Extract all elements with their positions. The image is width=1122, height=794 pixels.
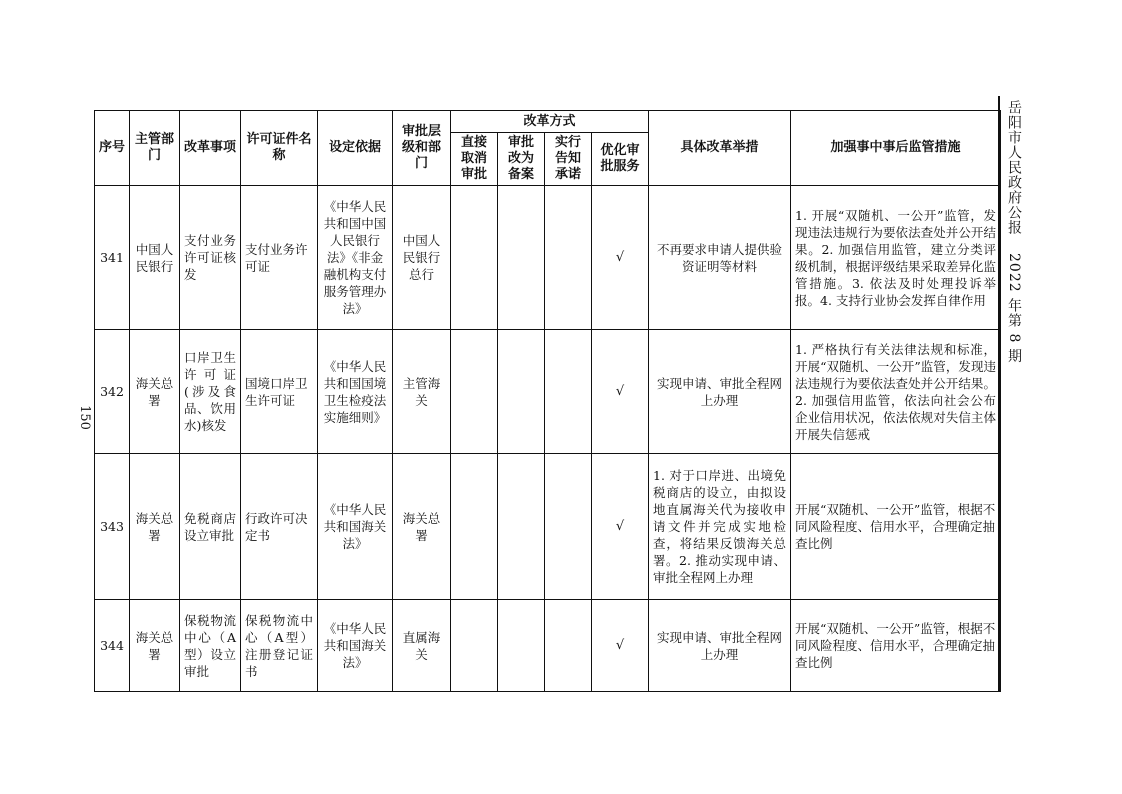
running-header [1004, 100, 1024, 364]
cell-level: 中国人民银行总行 [393, 186, 451, 330]
check-mark: √ [592, 330, 649, 454]
check-mark: √ [592, 600, 649, 692]
cell-notify [545, 454, 592, 600]
header-record: 审批改为备案 [498, 133, 545, 186]
cell-record [498, 600, 545, 692]
cell-cancel [451, 186, 498, 330]
check-mark: √ [592, 454, 649, 600]
table-row [95, 330, 1001, 454]
header-basis: 设定依据 [318, 111, 393, 186]
cell-license: 行政许可决定书 [241, 454, 318, 600]
cell-record [498, 454, 545, 600]
cell-basis: 《中华人民共和国中国人民银行法》《非金融机构支付服务管理办法》 [318, 186, 393, 330]
table-row [95, 454, 1001, 600]
cell-basis: 《中华人民共和国国境卫生检疫法实施细则》 [318, 330, 393, 454]
cell-seq: 341 [95, 186, 130, 330]
cell-dept: 海关总署 [130, 600, 180, 692]
cell-seq: 344 [95, 600, 130, 692]
cell-supervision: 1. 严格执行有关法律法规和标准，开展“双随机、一公开”监管，发现违法违规行为要依法查处并公开结果。2. 加强信用监管，依法向社会公布企业信用状况，依法依规对失信主体开展失信惩戒 [791, 330, 1001, 454]
cell-basis: 《中华人民共和国海关法》 [318, 454, 393, 600]
cell-measures: 实现申请、审批全程网上办理 [649, 330, 791, 454]
publication-name: 岳阳市人民政府公报 [1006, 100, 1022, 235]
header-cancel: 直接取消审批 [451, 133, 498, 186]
cell-supervision: 1. 开展“双随机、一公开”监管，发现违法违规行为要依法查处并公开结果。2. 加强信用监管，建立分类评级机制，根据评级结果采取差异化监管措施。3. 依法及时处理投诉举报。4. 支持行业协会发挥自律作用 [791, 186, 1001, 330]
cell-license: 支付业务许可证 [241, 186, 318, 330]
cell-record [498, 186, 545, 330]
cell-notify [545, 600, 592, 692]
cell-license: 保税物流中心（A型）注册登记证书 [241, 600, 318, 692]
cell-item: 口岸卫生许可证(涉及食品、饮用水)核发 [180, 330, 241, 454]
check-mark: √ [592, 186, 649, 330]
cell-notify [545, 330, 592, 454]
cell-supervision: 开展“双随机、一公开”监管，根据不同风险程度、信用水平，合理确定抽查比例 [791, 600, 1001, 692]
cell-cancel [451, 454, 498, 600]
cell-cancel [451, 600, 498, 692]
page-number: 150 [76, 405, 92, 430]
cell-level: 主管海关 [393, 330, 451, 454]
cell-level: 海关总署 [393, 454, 451, 600]
cell-seq: 342 [95, 330, 130, 454]
cell-dept: 海关总署 [130, 330, 180, 454]
header-seq: 序号 [95, 111, 130, 186]
header-optimize: 优化审批服务 [592, 133, 649, 186]
table-row [95, 186, 1001, 330]
cell-dept: 中国人民银行 [130, 186, 180, 330]
cell-measures: 不再要求申请人提供验资证明等材料 [649, 186, 791, 330]
cell-measures: 1. 对于口岸进、出境免税商店的设立，由拟设地直属海关代为接收申请文件并完成实地检查，将结果反馈海关总署。2. 推动实现申请、审批全程网上办理 [649, 454, 791, 600]
cell-seq: 343 [95, 454, 130, 600]
cell-level: 直属海关 [393, 600, 451, 692]
header-supervision: 加强事中事后监管措施 [791, 111, 1001, 186]
table-row [95, 600, 1001, 692]
cell-item: 保税物流中心（A型）设立审批 [180, 600, 241, 692]
header-measures: 具体改革举措 [649, 111, 791, 186]
cell-notify [545, 186, 592, 330]
cell-record [498, 330, 545, 454]
reform-table [94, 110, 1001, 692]
cell-item: 支付业务许可证核发 [180, 186, 241, 330]
header-level: 审批层级和部门 [393, 111, 451, 186]
cell-dept: 海关总署 [130, 454, 180, 600]
cell-license: 国境口岸卫生许可证 [241, 330, 318, 454]
header-method-group: 改革方式 [451, 111, 649, 133]
cell-cancel [451, 330, 498, 454]
header-notify: 实行告知承诺 [545, 133, 592, 186]
issue-number: 2022 年第 8 期 [1006, 253, 1022, 364]
header-item: 改革事项 [180, 111, 241, 186]
cell-basis: 《中华人民共和国海关法》 [318, 600, 393, 692]
header-dept: 主管部门 [130, 111, 180, 186]
cell-measures: 实现申请、审批全程网上办理 [649, 600, 791, 692]
header-license: 许可证件名称 [241, 111, 318, 186]
cell-supervision: 开展“双随机、一公开”监管，根据不同风险程度、信用水平，合理确定抽查比例 [791, 454, 1001, 600]
cell-item: 免税商店设立审批 [180, 454, 241, 600]
